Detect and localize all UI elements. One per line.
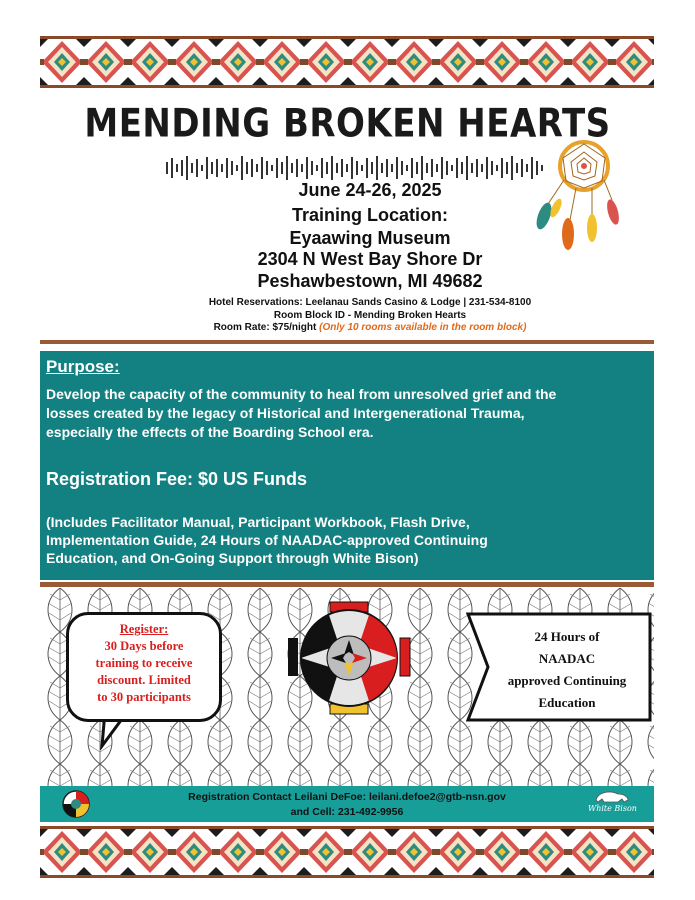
medicine-wheel-icon <box>284 600 414 716</box>
purpose-line: losses created by the legacy of Historical and Intergenerational Trauma, <box>46 405 525 421</box>
contact-line: Registration Contact Leilani DeFoe: leilani.defoe2@gtb-nsn.gov <box>188 791 506 803</box>
bottom-pattern-band <box>40 826 654 878</box>
purpose-line: especially the effects of the Boarding School era. <box>46 424 374 440</box>
purpose-label: Purpose: <box>46 357 120 376</box>
white-bison-logo-icon <box>584 788 644 820</box>
event-dates: June 24-26, 2025 <box>298 180 442 200</box>
register-line: training to receive <box>95 656 193 670</box>
divider <box>40 340 654 344</box>
register-bubble <box>66 612 222 722</box>
address-line2: Peshawbestown, MI 49682 <box>257 271 483 291</box>
white-bison-logo-text: White Bison <box>588 804 637 813</box>
audio-wave-decoration <box>166 156 546 180</box>
contact-line: and Cell: 231-492-9956 <box>290 806 404 818</box>
room-block-id: Room Block ID - Mending Broken Hearts <box>273 310 467 321</box>
ceu-line: Education <box>538 695 596 710</box>
purpose-panel <box>40 351 654 580</box>
room-rate <box>0 322 695 333</box>
purpose-line: Develop the capacity of the community to heal from unresolved grief and the <box>46 386 557 402</box>
ceu-line: approved Continuing <box>507 673 627 688</box>
ceu-banner <box>466 612 652 722</box>
includes-line: (Includes Facilitator Manual, Participant Workbook, Flash Drive, <box>46 514 470 530</box>
ceu-line: 24 Hours of <box>534 629 600 644</box>
register-line: to 30 participants <box>97 690 191 704</box>
contact-bar <box>40 786 654 822</box>
register-heading: Register: <box>119 622 169 636</box>
venue-name: Eyaawing Museum <box>289 228 451 248</box>
includes-line: Implementation Guide, 24 Hours of NAADAC-approved Continuing <box>46 532 488 548</box>
top-pattern-band <box>40 36 654 88</box>
register-line: discount. Limited <box>97 673 191 687</box>
hotel-reservations: Hotel Reservations: Leelanau Sands Casino & Lodge | 231-534-8100 <box>208 297 532 308</box>
event-title: MENDING BROKEN HEARTS <box>84 101 611 147</box>
room-rate-text: Room Rate: $75/night <box>213 322 317 333</box>
ceu-line: NAADAC <box>538 651 596 666</box>
registration-fee: Registration Fee: $0 US Funds <box>46 469 308 489</box>
location-label: Training Location: <box>292 205 448 225</box>
includes-line: Education, and On-Going Support through White Bison) <box>46 550 419 566</box>
room-availability-note: (Only 10 rooms available in the room block) <box>319 322 527 333</box>
divider <box>40 582 654 587</box>
address-line1: 2304 N West Bay Shore Dr <box>257 249 483 269</box>
register-line: 30 Days before <box>104 639 184 653</box>
